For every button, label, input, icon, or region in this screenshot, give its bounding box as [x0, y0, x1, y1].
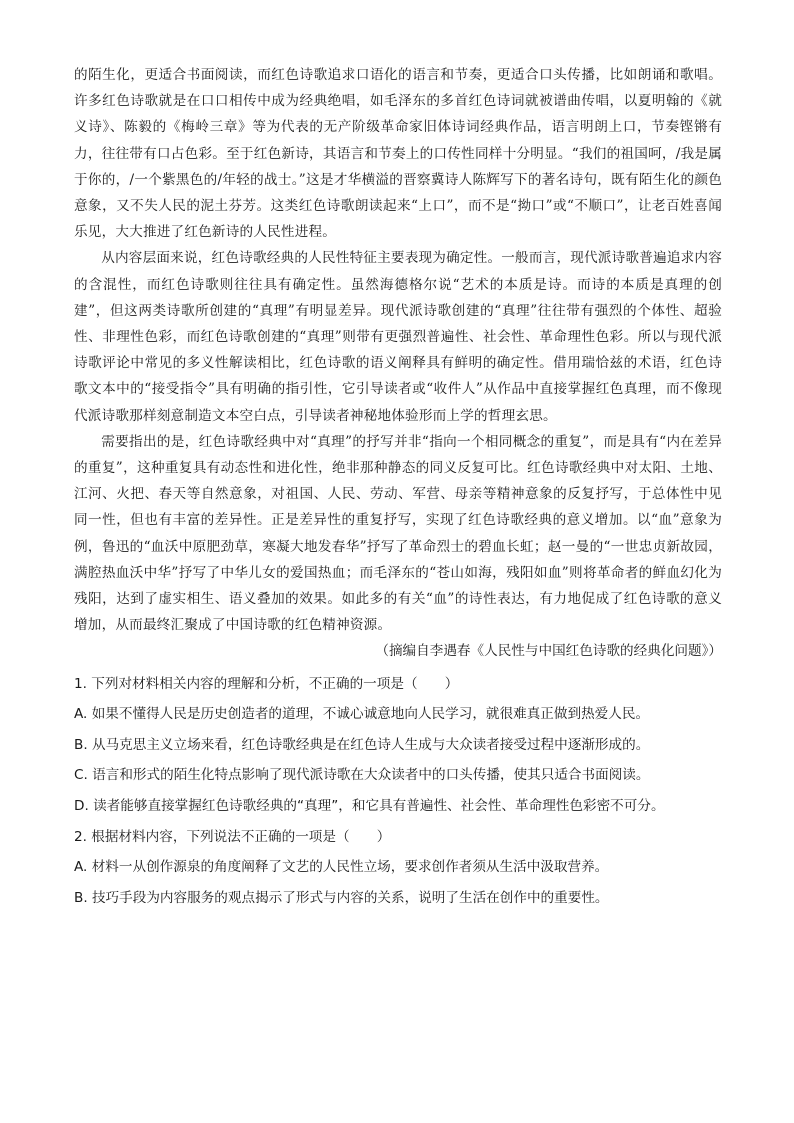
- question-2-stem: 2. 根据材料内容，下列说法不正确的一项是（ ）: [74, 828, 391, 845]
- question-list: [74, 669, 722, 914]
- question-1-stem: 1. 下列对材料相关内容的理解和分析，不正确的一项是（ ）: [74, 675, 459, 692]
- question-1-option-b: B. 从马克思主义立场来看，红色诗歌经典是在红色诗人生成与大众读者接受过程中逐渐形成的。: [74, 736, 650, 753]
- article-paragraph-1: 的陌生化，更适合书面阅读，而红色诗歌追求口语化的语言和节奏，更适合口头传播，比如朗诵和歌唱。许多红色诗歌就是在口口相传中成为经典绝唱，如毛泽东的多首红色诗词就被谱曲传唱，以夏明翰的《就义诗》、陈毅的《梅岭三章》等为代表的无产阶级革命家旧体诗词经典作品，语言明朗上口，节奏铿锵有力，往往带有口占色彩。至于红色新诗，其语言和节奏上的口传性同样十分明显。“我们的祖国呵，/我是属于你的，/一个紫黑色的/年轻的战士。”这是才华横溢的晋察冀诗人陈辉写下的著名诗句，既有陌生化的颜色意象，又不失人民的泥土芬芳。这类红色诗歌朗读起来“上口”，而不是“拗口”或“不顺口”，让老百姓喜闻乐见，大大推进了红色新诗的人民性进程。: [74, 67, 722, 241]
- question-1-option-a: A. 如果不懂得人民是历史创造者的道理，不诚心诚意地向人民学习，就很难真正做到热爱人民。: [74, 706, 650, 723]
- question-1: [74, 669, 722, 822]
- article-source: （摘编自李遇春《人民性与中国红色诗歌的经典化问题》）: [375, 643, 722, 660]
- question-2-option-b: B. 技巧手段为内容服务的观点揭示了形式与内容的关系，说明了生活在创作中的重要性。: [74, 889, 609, 906]
- document-page: [74, 62, 722, 913]
- article-paragraph-2: 从内容层面来说，红色诗歌经典的人民性特征主要表现为确定性。一般而言，现代派诗歌普遍追求内容的含混性，而红色诗歌则往往具有确定性。虽然海德格尔说“艺术的本质是诗。而诗的本质是真理的创建”，但这两类诗歌所创建的“真理”有明显差异。现代派诗歌创建的“真理”往往带有强烈的个体性、超验性、非理性色彩，而红色诗歌创建的“真理”则带有更强烈普遍性、社会性、革命理性色彩。所以与现代派诗歌评论中常见的多义性解读相比，红色诗歌的语义阐释具有鲜明的确定性。借用瑞恰兹的术语，红色诗歌文本中的“接受指令”具有明确的指引性，它引导读者或“收件人”从作品中直接掌握红色真理，而不像现代派诗歌那样刻意制造文本空白点，引导读者神秘地体验形而上学的哲理玄思。: [74, 250, 722, 424]
- question-2-option-a: A. 材料一从创作源泉的角度阐释了文艺的人民性立场，要求创作者须从生活中汲取营养。: [74, 859, 609, 876]
- question-1-option-d: D. 读者能够直接掌握红色诗歌经典的“真理”，和它具有普遍性、社会性、革命理性色彩密不可分。: [74, 798, 665, 815]
- question-2: [74, 822, 722, 914]
- question-1-option-c: C. 语言和形式的陌生化特点影响了现代派诗歌在大众读者中的口头传播，使其只适合书面阅读。: [74, 767, 650, 784]
- article-paragraph-3: 需要指出的是，红色诗歌经典中对“真理”的抒写并非“指向一个相同概念的重复”，而是具有“内在差异的重复”，这种重复具有动态性和进化性，绝非那种静态的同义反复可比。红色诗歌经典中对太阳、土地、江河、火把、春天等自然意象，对祖国、人民、劳动、军营、母亲等精神意象的反复抒写，于总体性中见同一性，但也有丰富的差异性。正是差异性的重复抒写，实现了红色诗歌经典的意义增加。以“血”意象为例，鲁迅的“血沃中原肥劲草，寒凝大地发春华”抒写了革命烈士的碧血长虹；赵一曼的“一世忠贞新故园，满腔热血沃中华”抒写了中华儿女的爱国热血；而毛泽东的“苍山如海，残阳如血”则将革命者的鲜血幻化为残阳，达到了虚实相生、语义叠加的效果。如此多的有关“血”的诗性表达，有力地促成了红色诗歌的意义增加，从而最终汇聚成了中国诗歌的红色精神资源。: [74, 433, 722, 634]
